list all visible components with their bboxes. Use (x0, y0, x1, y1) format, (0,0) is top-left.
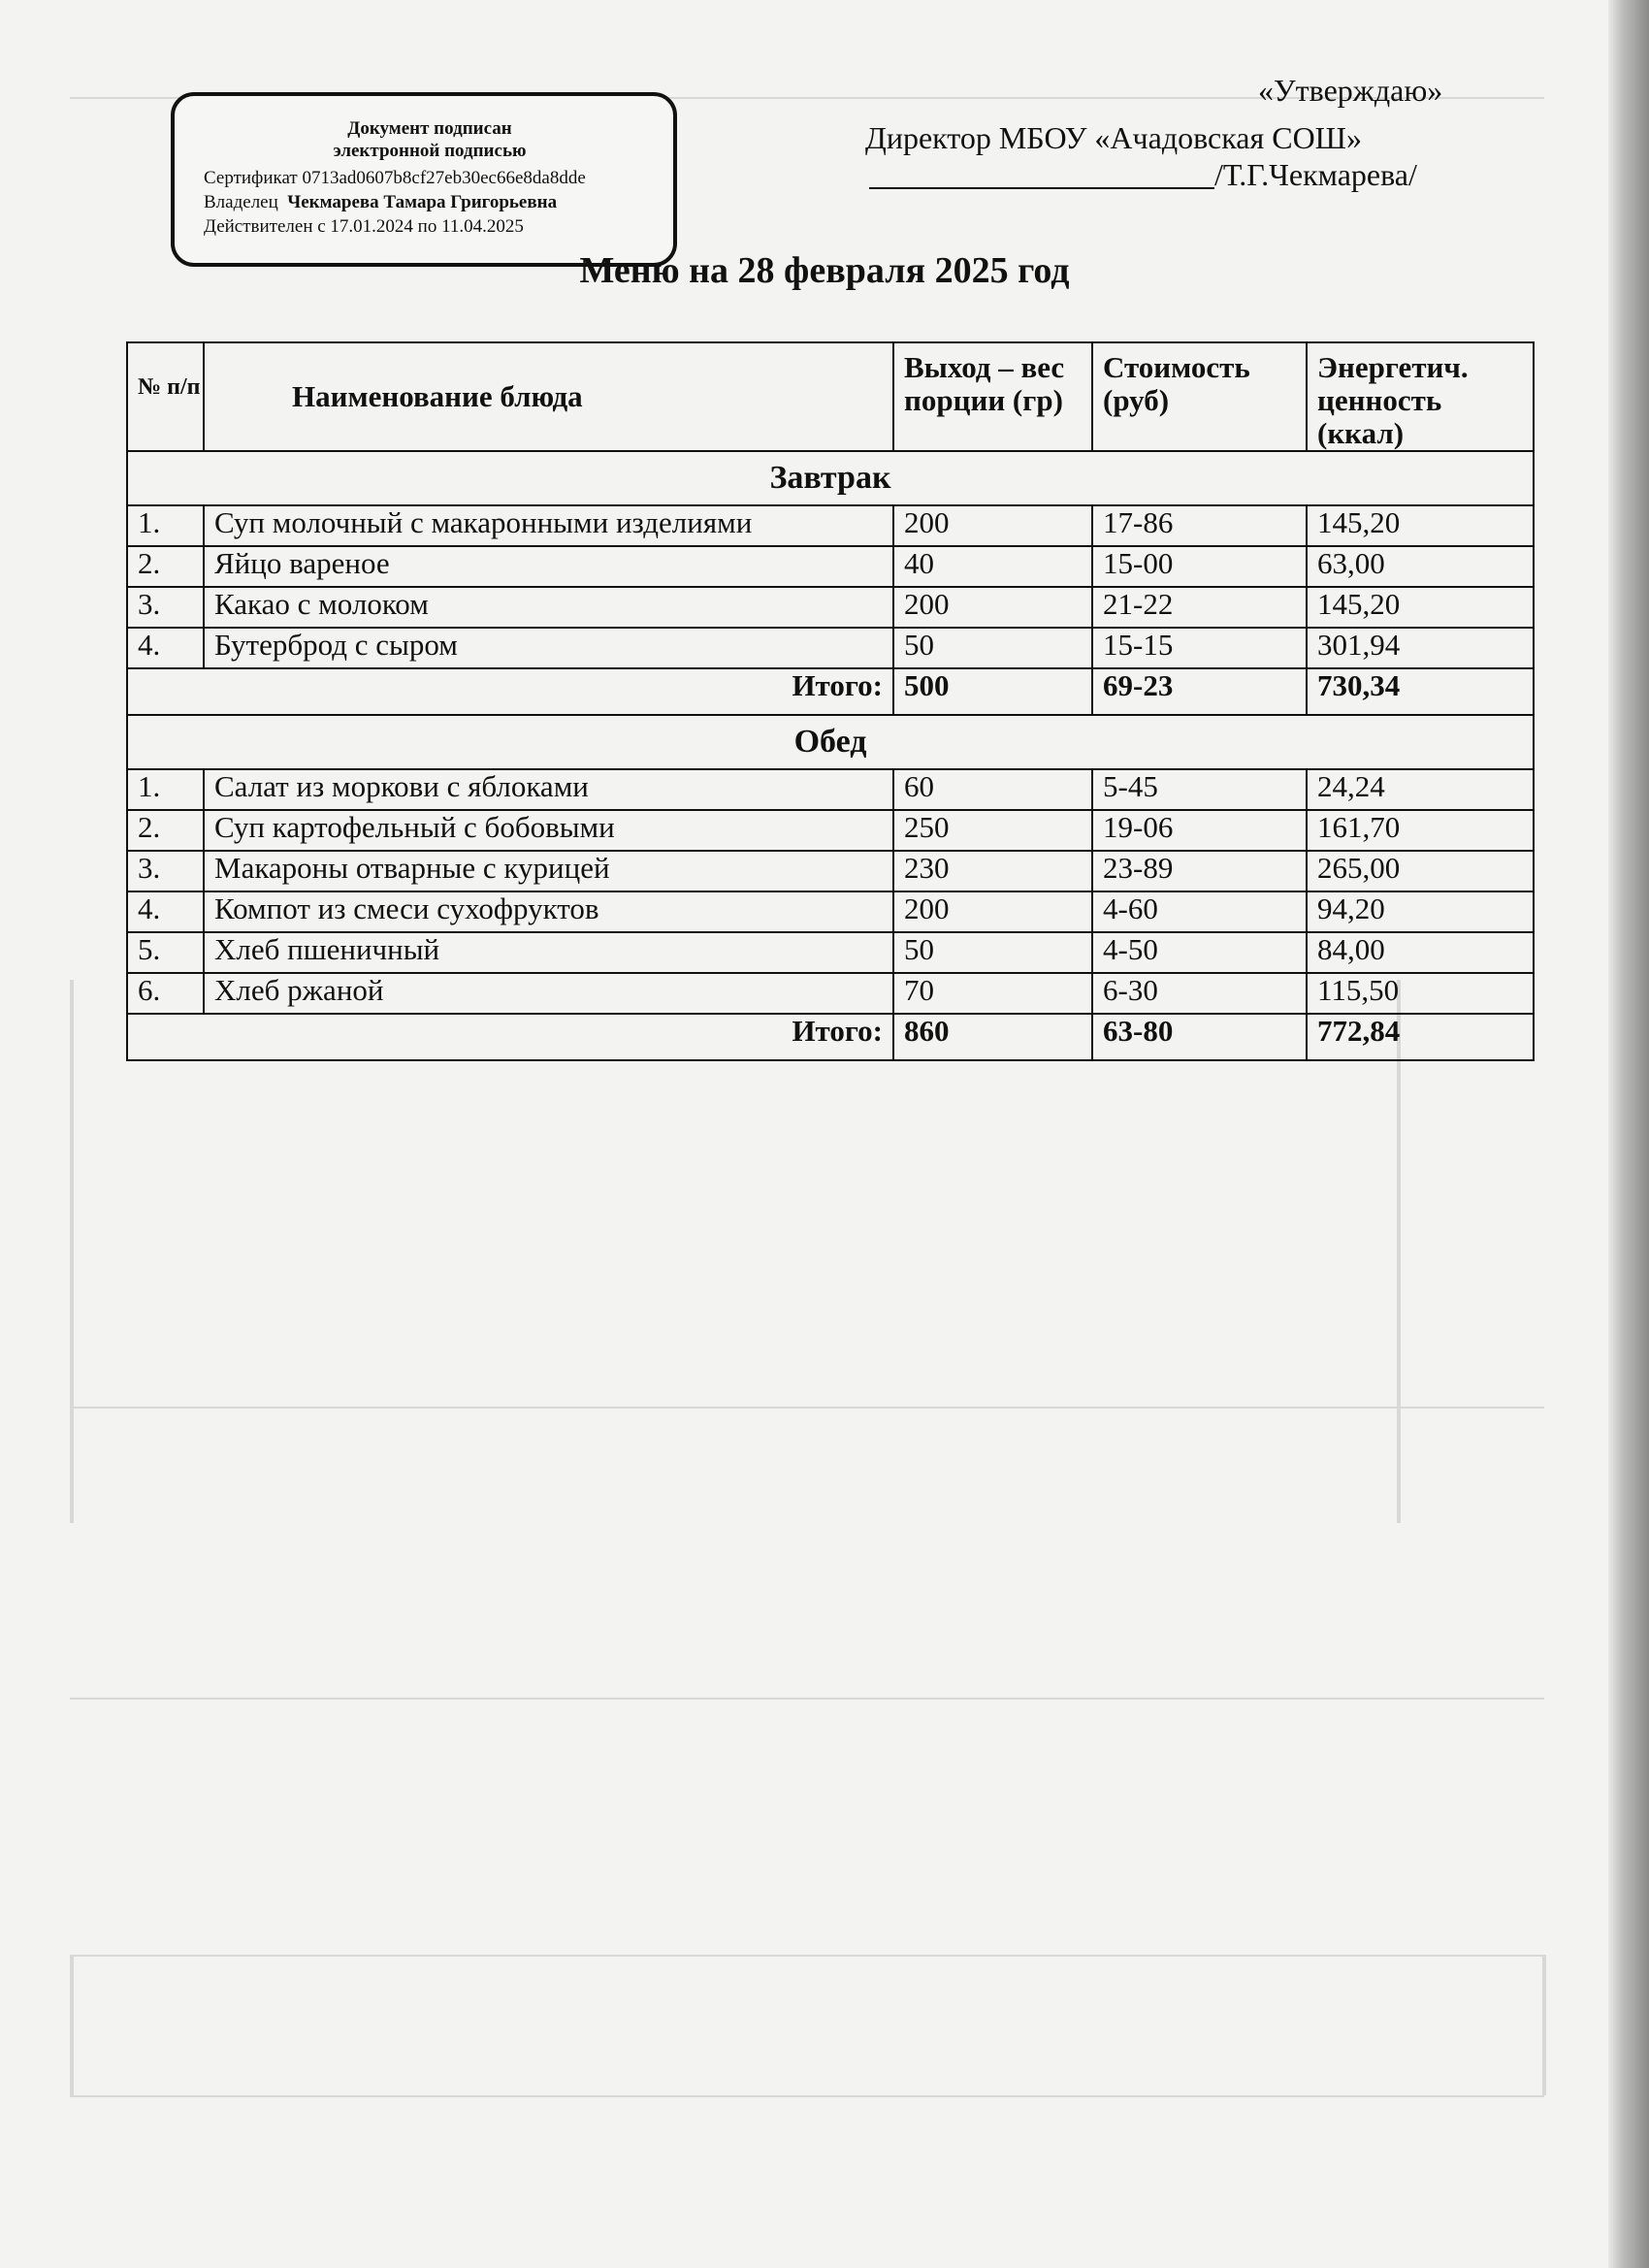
dish-name: Хлеб ржаной (204, 973, 893, 1014)
dish-cost: 23-89 (1092, 851, 1307, 891)
total-cost: 69-23 (1092, 668, 1307, 715)
dish-energy: 94,20 (1307, 891, 1534, 932)
dish-cost: 19-06 (1092, 810, 1307, 851)
row-num: 2. (127, 546, 204, 587)
table-row (127, 505, 1534, 546)
row-num: 3. (127, 587, 204, 628)
dish-cost: 15-00 (1092, 546, 1307, 587)
dish-name: Салат из моркови с яблоками (204, 769, 893, 810)
dish-cost: 4-60 (1092, 891, 1307, 932)
dish-energy: 301,94 (1307, 628, 1534, 668)
dish-name: Компот из смеси сухофруктов (204, 891, 893, 932)
dish-cost: 15-15 (1092, 628, 1307, 668)
stamp-title-line2: электронной подписью (333, 141, 527, 161)
header-weight: Выход – вес порции (гр) (893, 342, 1092, 451)
table-row (127, 587, 1534, 628)
row-num: 4. (127, 891, 204, 932)
total-energy: 730,34 (1307, 668, 1534, 715)
row-num: 1. (127, 505, 204, 546)
approval-signature-name: /Т.Г.Чекмарева/ (1214, 157, 1417, 192)
dish-cost: 4-50 (1092, 932, 1307, 973)
dish-cost: 5-45 (1092, 769, 1307, 810)
table-row (127, 546, 1534, 587)
stamp-owner-name: Чекмарева Тамара Григорьевна (287, 192, 558, 212)
dish-cost: 21-22 (1092, 587, 1307, 628)
dish-cost: 17-86 (1092, 505, 1307, 546)
total-cost: 63-80 (1092, 1014, 1307, 1060)
stamp-certificate: Сертификат 0713ad0607b8cf27eb30ec66e8da8dde (204, 168, 586, 188)
dish-weight: 200 (893, 505, 1092, 546)
dish-name: Суп молочный с макаронными изделиями (204, 505, 893, 546)
total-label: Итого: (204, 668, 893, 715)
table-row (127, 769, 1534, 810)
row-num: 3. (127, 851, 204, 891)
total-weight: 860 (893, 1014, 1092, 1060)
section-title-breakfast: Завтрак (127, 451, 1534, 505)
dish-energy: 115,50 (1307, 973, 1534, 1014)
stamp-owner (204, 191, 656, 213)
total-row-breakfast (127, 668, 1534, 715)
total-energy: 772,84 (1307, 1014, 1534, 1060)
dish-weight: 250 (893, 810, 1092, 851)
approval-signature (869, 157, 1417, 193)
approval-position: Директор МБОУ «Ачадовская СОШ» (865, 120, 1362, 155)
dish-name: Макароны отварные с курицей (204, 851, 893, 891)
section-row-lunch (127, 715, 1534, 769)
total-empty-cell (127, 1014, 204, 1060)
dish-weight: 40 (893, 546, 1092, 587)
section-row-breakfast (127, 451, 1534, 505)
row-num: 1. (127, 769, 204, 810)
row-num: 2. (127, 810, 204, 851)
stamp-title-line1: Документ подписан (347, 118, 512, 139)
signature-blank-line (869, 187, 1214, 189)
table-header-row (127, 342, 1534, 451)
dish-energy: 161,70 (1307, 810, 1534, 851)
dish-name: Хлеб пшеничный (204, 932, 893, 973)
stamp-validity: Действителен с 17.01.2024 по 11.04.2025 (204, 216, 524, 237)
row-num: 6. (127, 973, 204, 1014)
dish-name: Суп картофельный с бобовыми (204, 810, 893, 851)
dish-energy: 265,00 (1307, 851, 1534, 891)
page-title: Меню на 28 февраля 2025 год (579, 250, 1070, 291)
menu-table (126, 341, 1535, 1061)
table-row (127, 628, 1534, 668)
dish-name: Яйцо вареное (204, 546, 893, 587)
row-num: 5. (127, 932, 204, 973)
dish-weight: 200 (893, 891, 1092, 932)
approval-label: «Утверждаю» (1258, 73, 1443, 108)
signature-stamp (171, 92, 677, 267)
dish-energy: 145,20 (1307, 505, 1534, 546)
table-row (127, 973, 1534, 1014)
dish-weight: 60 (893, 769, 1092, 810)
total-empty-cell (127, 668, 204, 715)
header-energy: Энергетич. ценность (ккал) (1307, 342, 1534, 451)
total-row-lunch (127, 1014, 1534, 1060)
dish-weight: 230 (893, 851, 1092, 891)
header-num: № п/п (127, 342, 204, 451)
dish-weight: 50 (893, 628, 1092, 668)
stamp-owner-label: Владелец (204, 192, 278, 212)
dish-name: Какао с молоком (204, 587, 893, 628)
section-title-lunch: Обед (127, 715, 1534, 769)
dish-energy: 24,24 (1307, 769, 1534, 810)
dish-name: Бутерброд с сыром (204, 628, 893, 668)
dish-energy: 63,00 (1307, 546, 1534, 587)
header-cost: Стоимость (руб) (1092, 342, 1307, 451)
row-num: 4. (127, 628, 204, 668)
dish-weight: 50 (893, 932, 1092, 973)
dish-cost: 6-30 (1092, 973, 1307, 1014)
scanner-page-edge (1608, 0, 1649, 2268)
table-row (127, 810, 1534, 851)
table-row (127, 891, 1534, 932)
total-label: Итого: (204, 1014, 893, 1060)
total-weight: 500 (893, 668, 1092, 715)
header-name: Наименование блюда (204, 342, 893, 451)
dish-weight: 70 (893, 973, 1092, 1014)
table-row (127, 932, 1534, 973)
table-row (127, 851, 1534, 891)
dish-energy: 145,20 (1307, 587, 1534, 628)
dish-energy: 84,00 (1307, 932, 1534, 973)
dish-weight: 200 (893, 587, 1092, 628)
